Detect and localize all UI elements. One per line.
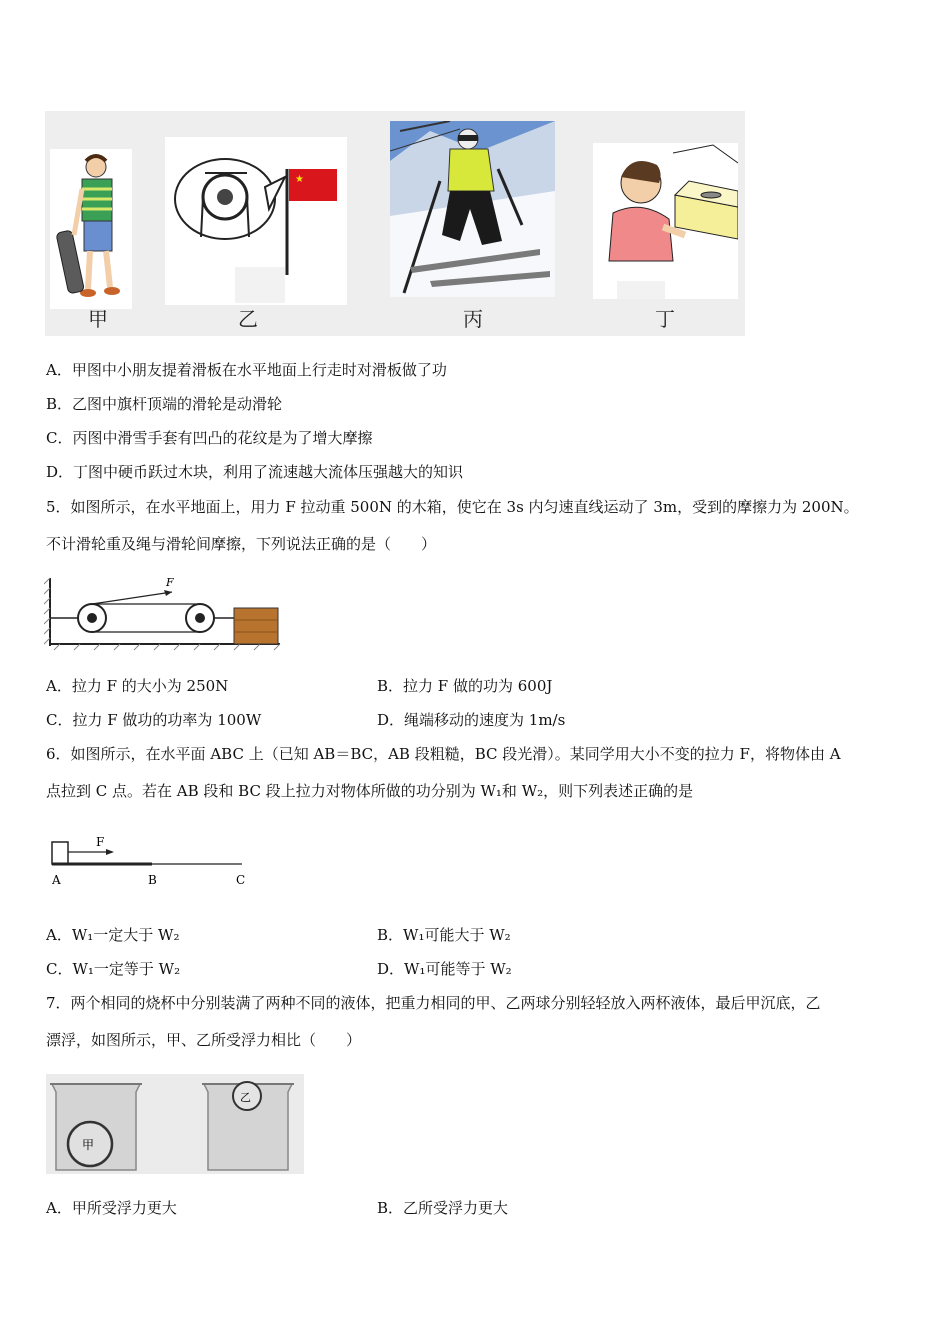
q6-stem-line1: 6．如图所示，在水平面 ABC 上（已知 AB＝BC，AB 段粗糙，BC 段光滑）。某同学用大小不变的拉力 F，将物体由 A: [46, 745, 841, 763]
q6-option-d: D．W₁可能等于 W₂: [377, 960, 512, 978]
q4-option-b: B．乙图中旗杆顶端的滑轮是动滑轮: [46, 395, 283, 413]
figure-ding-coin-block: [593, 143, 738, 299]
figure-yi-flagpole-pulley: [165, 137, 347, 305]
q5-option-d: D．绳端移动的速度为 1m/s: [377, 711, 566, 729]
q6-option-c: C．W₁一定等于 W₂: [46, 960, 181, 978]
q6-figure-abc: [46, 832, 256, 892]
q6-figure-point-a: A: [52, 873, 61, 887]
caption-bing: 丙: [463, 307, 483, 331]
q4-option-a: A．甲图中小朋友提着滑板在水平地面上行走时对滑板做了功: [46, 361, 447, 379]
q6-option-a: A．W₁一定大于 W₂: [46, 926, 180, 944]
q6-figure-point-c: C: [236, 873, 246, 887]
q5-figure-force-label: F: [166, 576, 174, 589]
q7-option-b: B．乙所受浮力更大: [377, 1199, 509, 1217]
q6-figure-point-b: B: [148, 873, 157, 887]
q7-ball-yi-label: 乙: [240, 1091, 251, 1104]
q7-stem-line1: 7．两个相同的烧杯中分别装满了两种不同的液体，把重力相同的甲、乙两球分别轻轻放入两杯液体，最后甲沉底，乙: [46, 994, 821, 1012]
q6-option-b: B．W₁可能大于 W₂: [377, 926, 511, 944]
q6-stem-line2: 点拉到 C 点。若在 AB 段和 BC 段上拉力对物体所做的功分别为 W₁和 W₂，则下列表述正确的是: [46, 782, 694, 800]
q5-stem-line2: 不计滑轮重及绳与滑轮间摩擦，下列说法正确的是（ ）: [46, 535, 437, 553]
q5-option-c: C．拉力 F 做功的功率为 100W: [46, 711, 262, 729]
q7-stem-line2: 漂浮，如图所示，甲、乙所受浮力相比（ ）: [46, 1031, 362, 1049]
q4-option-c: C．丙图中滑雪手套有凹凸的花纹是为了增大摩擦: [46, 429, 373, 447]
caption-yi: 乙: [238, 307, 258, 331]
q6-figure-force-label: F: [96, 835, 105, 849]
q4-option-d: D．丁图中硬币跃过木块，利用了流速越大流体压强越大的知识: [46, 463, 464, 481]
figure-jia-child-skateboard: [50, 149, 132, 309]
caption-jia: 甲: [88, 307, 108, 331]
q7-ball-jia-label: 甲: [82, 1138, 95, 1152]
q7-option-a: A．甲所受浮力更大: [46, 1199, 177, 1217]
q4-figure-strip: [45, 111, 745, 336]
figure-bing-skier-photo: [390, 121, 555, 297]
caption-ding: 丁: [655, 307, 675, 331]
q5-stem-line1: 5．如图所示，在水平地面上，用力 F 拉动重 500N 的木箱，使它在 3s 内匀速直线运动了 3m，受到的摩擦力为 200N。: [46, 498, 859, 516]
svg-text:★: ★: [295, 174, 304, 185]
q5-pulley-figure: [44, 574, 284, 654]
q5-option-b: B．拉力 F 做的功为 600J: [377, 677, 553, 695]
q5-option-a: A．拉力 F 的大小为 250N: [46, 677, 229, 695]
q7-beaker-figure: [46, 1074, 304, 1174]
